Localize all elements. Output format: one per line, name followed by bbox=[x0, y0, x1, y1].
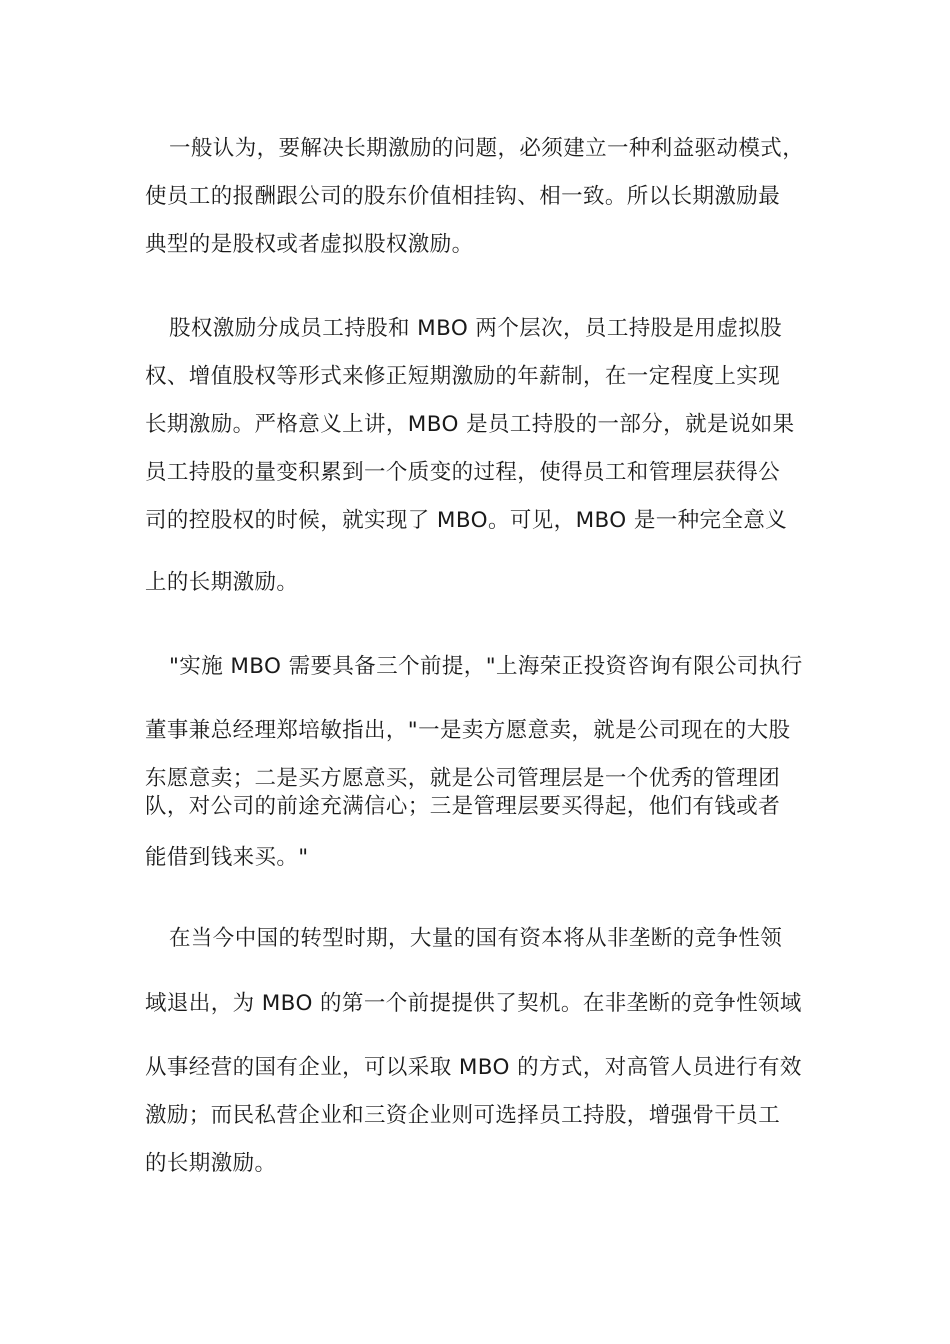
text-line: 员工持股的量变积累到一个质变的过程，使得员工和管理层获得公 bbox=[145, 460, 781, 485]
text-line: 东愿意卖；二是买方愿意买，就是公司管理层是一个优秀的管理团 bbox=[145, 766, 781, 791]
text-line: 能借到钱来买。" bbox=[145, 845, 309, 870]
text-line: 使员工的报酬跟公司的股东价值相挂钩、相一致。所以长期激励最 bbox=[145, 184, 781, 209]
text-line: 长期激励。严格意义上讲，MBO 是员工持股的一部分，就是说如果 bbox=[145, 412, 795, 437]
text-line: 域退出，为 MBO 的第一个前提提供了契机。在非垄断的竞争性领域 bbox=[145, 991, 802, 1016]
text-line: 权、增值股权等形式来修正短期激励的年薪制，在一定程度上实现 bbox=[145, 364, 781, 389]
text-line: 激励；而民私营企业和三资企业则可选择员工持股，增强骨干员工 bbox=[145, 1103, 781, 1128]
text-line: 司的控股权的时候，就实现了 MBO。可见，MBO 是一种完全意义 bbox=[145, 508, 788, 533]
text-line: 董事兼总经理郑培敏指出，"一是卖方愿意卖，就是公司现在的大股 bbox=[145, 718, 791, 743]
text-line: 的长期激励。 bbox=[145, 1151, 277, 1176]
text-line: 股权激励分成员工持股和 MBO 两个层次，员工持股是用虚拟股 bbox=[169, 316, 783, 341]
text-line: 典型的是股权或者虚拟股权激励。 bbox=[145, 232, 474, 257]
text-line: 队，对公司的前途充满信心；三是管理层要买得起，他们有钱或者 bbox=[145, 794, 781, 819]
text-line: 从事经营的国有企业，可以采取 MBO 的方式，对高管人员进行有效 bbox=[145, 1055, 802, 1080]
text-line: "实施 MBO 需要具备三个前提，"上海荣正投资咨询有限公司执行 bbox=[169, 654, 803, 679]
text-line: 一般认为，要解决长期激励的问题，必须建立一种利益驱动模式， bbox=[169, 136, 805, 161]
text-line: 在当今中国的转型时期，大量的国有资本将从非垄断的竞争性领 bbox=[169, 926, 783, 951]
text-line: 上的长期激励。 bbox=[145, 570, 299, 595]
